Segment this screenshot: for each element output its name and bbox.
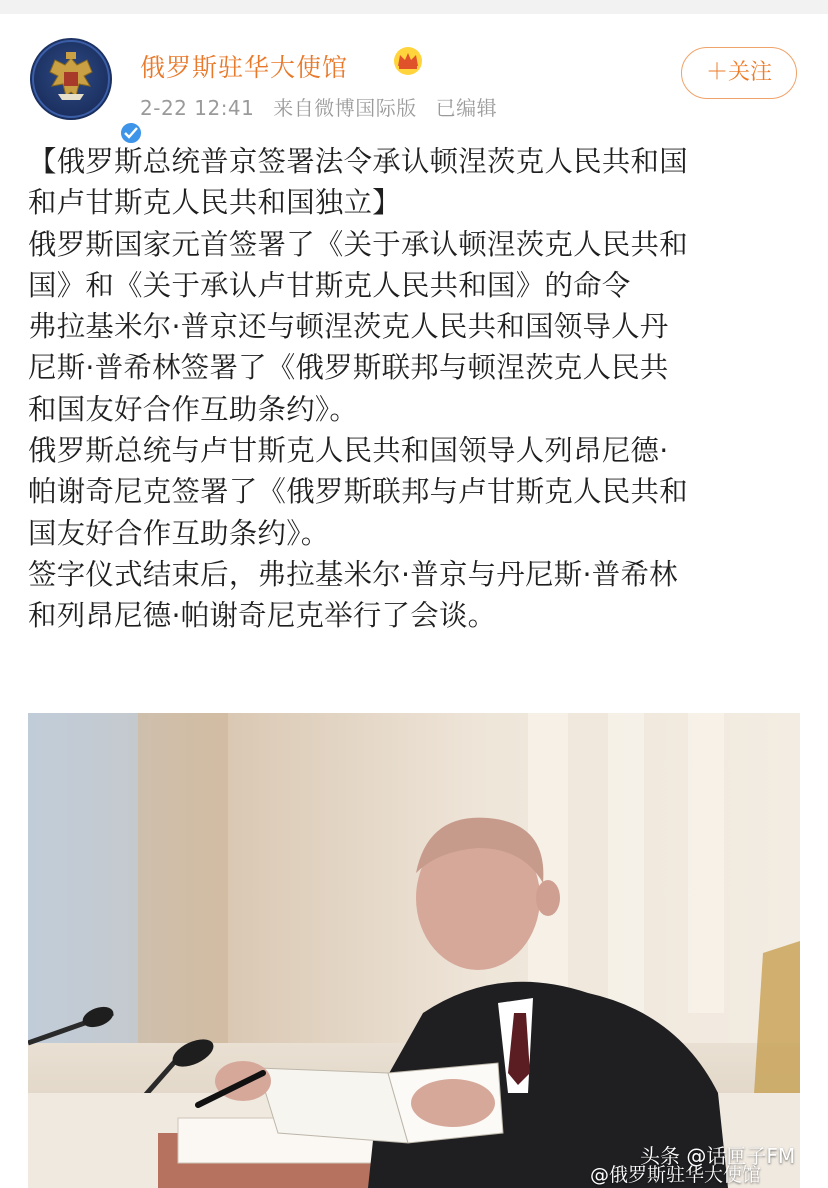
post-line: 和国友好合作互助条约》。: [28, 392, 359, 426]
post-photo[interactable]: [28, 713, 800, 1188]
account-name[interactable]: 俄罗斯驻华大使馆: [140, 53, 349, 82]
post-line: 【俄罗斯总统普京签署法令承认顿涅茨克人民共和国: [28, 145, 688, 178]
post-line: 俄罗斯总统与卢甘斯克人民共和国领导人列昂尼德·: [28, 434, 669, 468]
crown-icon: [392, 46, 424, 76]
double-headed-eagle-icon: [30, 38, 112, 120]
post-line: 尼斯·普希林签署了《俄罗斯联邦与顿涅茨克人民共: [28, 351, 669, 385]
post-line: 帕谢奇尼克签署了《俄罗斯联邦与卢甘斯克人民共和: [28, 475, 688, 509]
post-line: 和卢甘斯克人民共和国独立】: [28, 186, 401, 220]
top-strip: [0, 0, 828, 14]
follow-button[interactable]: ＋关注: [681, 47, 797, 99]
post-date: 2-22 12:41: [140, 96, 255, 120]
watermark-toutiao: 头条 @话匣子FM: [640, 1144, 796, 1168]
post-line: 签字仪式结束后，弗拉基米尔·普京与丹尼斯·普希林: [28, 557, 678, 591]
post-header: [0, 14, 828, 132]
watermark-weibo: @俄罗斯驻华大使馆: [590, 1164, 762, 1186]
edited-label: 已编辑: [435, 96, 498, 120]
avatar[interactable]: [30, 38, 112, 120]
post-line: 弗拉基米尔·普京还与顿涅茨克人民共和国领导人丹: [28, 310, 669, 344]
post-line: 俄罗斯国家元首签署了《关于承认顿涅茨克人民共和: [28, 227, 688, 261]
post-line: 国友好合作互助条约》。: [28, 516, 330, 550]
post-text: [28, 141, 804, 637]
post-line: 国》和《关于承认卢甘斯克人民共和国》的命令: [28, 268, 631, 302]
post-meta: [140, 92, 509, 121]
post-source: 来自微博国际版: [273, 96, 417, 120]
post-line: 和列昂尼德·帕谢奇尼克举行了会谈。: [28, 599, 497, 633]
photo-illustration: [28, 713, 800, 1188]
